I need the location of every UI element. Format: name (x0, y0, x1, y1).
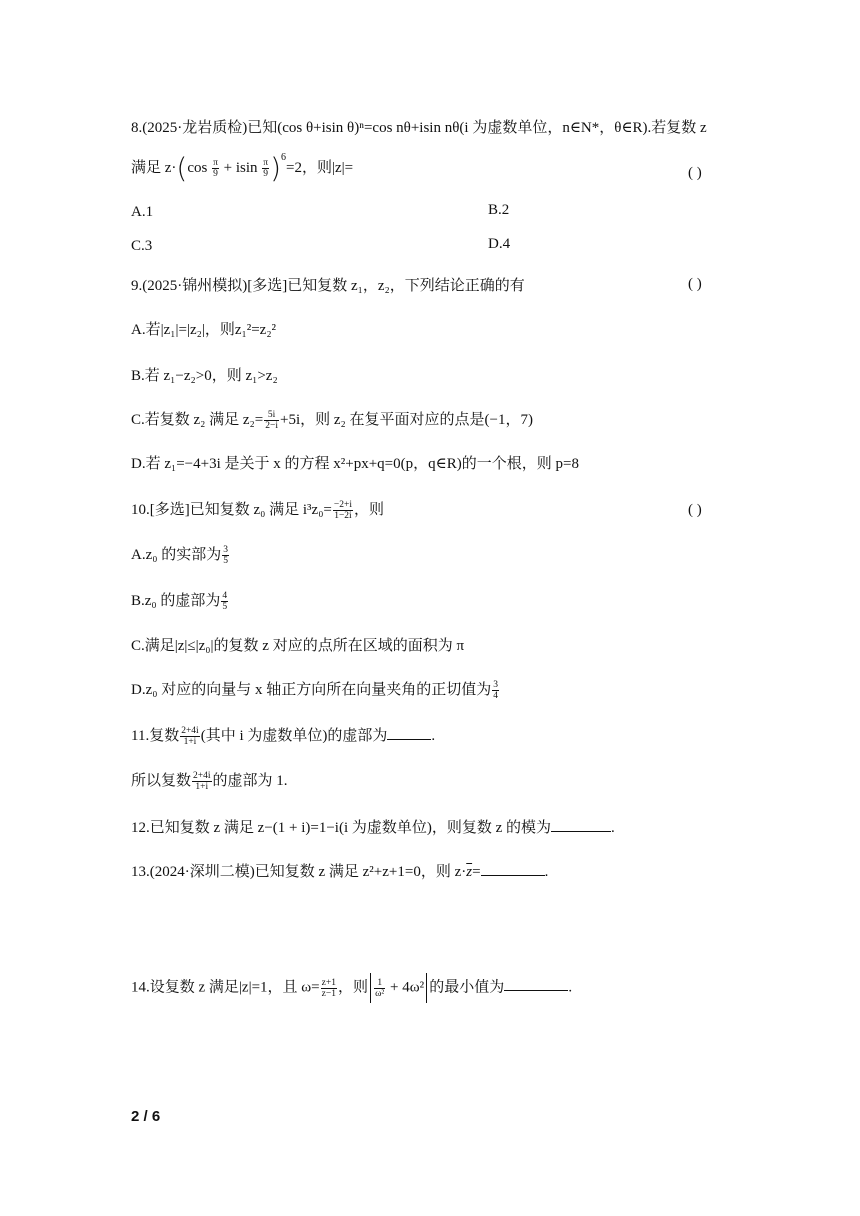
q14-omega-frac: $\frac{z+1}{z-1}$ (321, 977, 336, 999)
q9-c-frac: $\frac{5i}{2-i}$ (265, 410, 278, 432)
q8-suffix: =2，则|z|= (286, 160, 354, 176)
q14-expr-frac: $\frac{1}{\text{ω²}}$ (375, 977, 385, 999)
q8-frac2: $\frac{\pi}{9}$ (263, 158, 269, 180)
q8-exponent: 6 (281, 152, 287, 163)
q12-stem: 12.已知复数 z 满足 z−(1 + i)=1−i(i 为虚数单位)，则复数 z 的模为 . (131, 817, 615, 838)
q8-frac1: $\frac{\pi}{9}$ (213, 158, 218, 180)
abs-bar-left (370, 973, 371, 1003)
q8-prefix: 满足 z· (131, 160, 177, 176)
q11-answer-note: 所以复数 $\frac{2+4i}{1+i}$ 的虚部为 1. (131, 771, 288, 793)
q8-isin: + isin (219, 160, 258, 176)
q10-option-c: C.满足|z|≤|z₀|的复数 z 对应的点所在区域的面积为 π (131, 638, 465, 654)
q10-option-b: B.z₀ 的虚部为 $\frac{4}{5}$ (131, 591, 228, 613)
page-number: 2 / 6 (131, 1108, 161, 1125)
q8-option-b: B.2 (488, 202, 510, 218)
q13-answer-blank[interactable] (481, 861, 545, 876)
abs-bar-right (426, 973, 427, 1003)
q9-option-d: D.若 z₁=−4+3i 是关于 x 的方程 x²+px+q=0(p，q∈R)的一个根，则 p=8 (131, 456, 579, 472)
q14-answer-blank[interactable] (504, 976, 568, 991)
q8-cos: cos (187, 160, 208, 176)
q8-option-a: A.1 (131, 204, 154, 220)
q9-option-c (131, 410, 533, 431)
q11-stem: 11.复数 $\frac{2+4i}{1+i}$ (其中 i 为虚数单位)的虚部为 . (131, 726, 436, 748)
q10-a-frac: $\frac{3}{5}$ (223, 545, 228, 567)
q11-answer-frac: $\frac{2+4i}{1+i}$ (193, 771, 211, 793)
left-paren: ( (176, 151, 188, 185)
q10-option-d: D.z₀ 对应的向量与 x 轴正方向所在向量夹角的正切值为 $\frac{3}{4}$ (131, 680, 498, 702)
q12-answer-blank[interactable] (551, 817, 611, 832)
right-paren: ) (270, 151, 282, 185)
q8-option-d: D.4 (488, 236, 511, 252)
q8-stem-line1: 8.(2025·龙岩质检)已知(cos θ+isin θ)ⁿ=cos nθ+isin nθ(i 为虚数单位，n∈N*，θ∈R).若复数 z (131, 120, 707, 136)
q11-answer-blank[interactable] (387, 725, 431, 740)
q11-frac: $\frac{2+4i}{1+i}$ (181, 726, 199, 748)
q10-suffix: ，则 (354, 502, 385, 518)
q9-c-prefix: C.若复数 z₂ 满足 z₂= (131, 412, 264, 428)
q10-d-frac: $\frac{3}{4}$ (493, 680, 498, 702)
q9-option-b: B.若 z₁−z₂>0，则 z₁>z₂ (131, 368, 278, 384)
q10-b-frac: $\frac{4}{5}$ (222, 591, 228, 613)
q9-stem: 9.(2025·锦州模拟)[多选]已知复数 z₁，z₂，下列结论正确的有 (131, 278, 525, 294)
q10-prefix: 10.[多选]已知复数 z₀ 满足 i³z₀= (131, 502, 332, 518)
z-bar: $\overline{z}$ (466, 864, 473, 880)
q13-stem: 13.(2024·深圳二模)已知复数 z 满足 z²+z+1=0，则 $z\cdot\overline{z}=$ . (131, 861, 548, 882)
q9-c-suffix: +5i，则 z₂ 在复平面对应的点是(−1，7) (280, 412, 533, 428)
q8-answer-paren: ( ) (688, 165, 702, 181)
q10-frac: $\frac{-2+i}{1-2i}$ (333, 500, 352, 522)
q10-answer-paren: ( ) (688, 502, 702, 518)
q9-option-a: A.若|z₁|=|z₂|，则z₁²=z₂² (131, 322, 277, 338)
q10-option-a: A.z₀ 的实部为 $\frac{3}{5}$ (131, 545, 228, 567)
q8-option-c: C.3 (131, 238, 153, 254)
q10-stem (131, 500, 384, 521)
q9-answer-paren: ( ) (688, 276, 702, 292)
q8-stem-line2 (131, 151, 354, 185)
q14-stem: 14.设复数 z 满足|z|=1，且 ω= $\frac{z+1}{z-1}$ ，则 $\frac{1}{\text{ω²}}$ + 4ω² 的最小值为 . (131, 973, 572, 1003)
